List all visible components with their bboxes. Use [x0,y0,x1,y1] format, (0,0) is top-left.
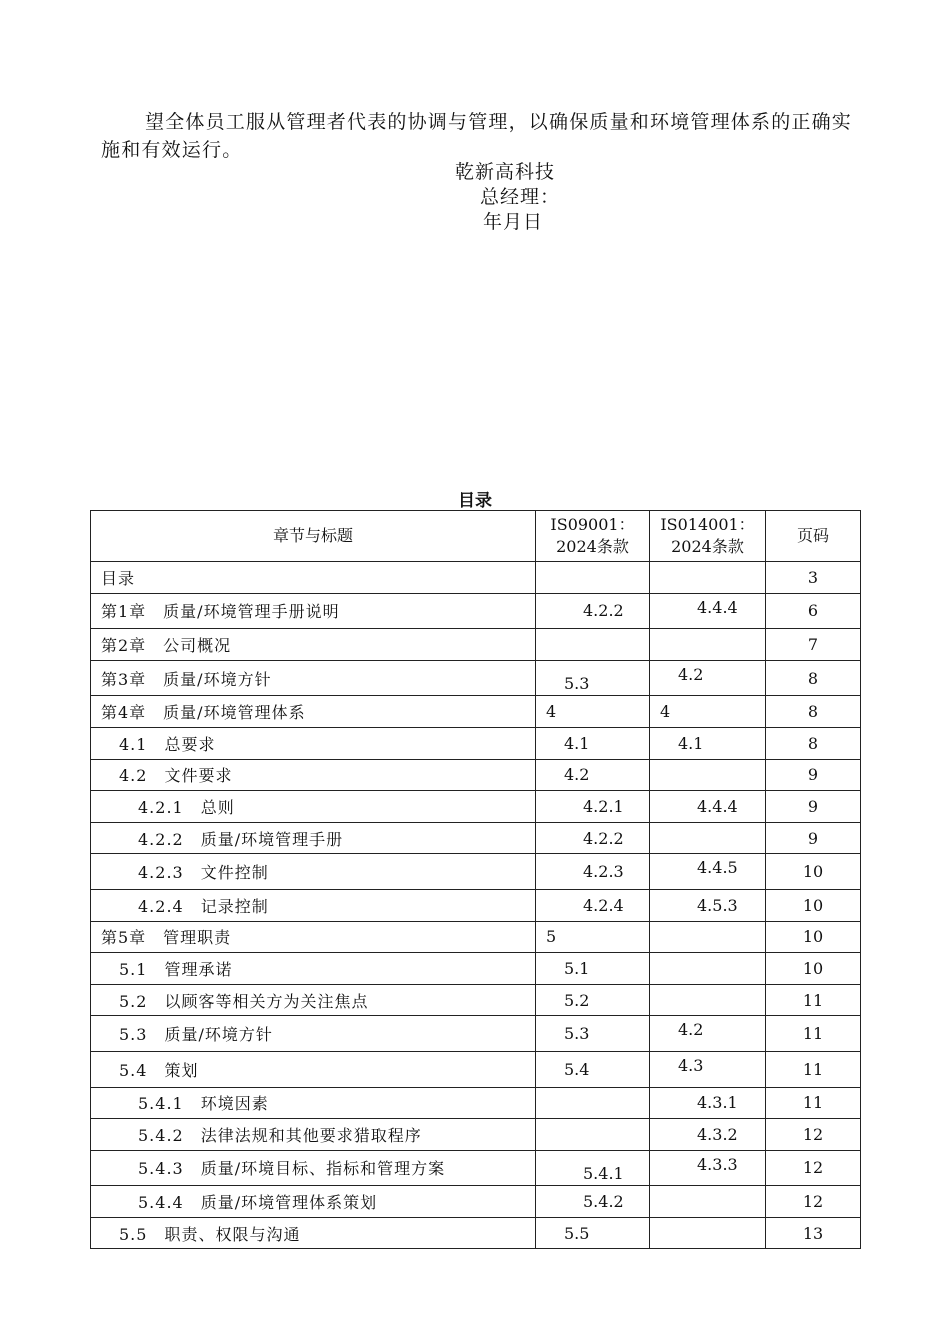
toc-header-row [91,511,861,562]
toc-entry-page: 9 [766,759,861,791]
toc-entry-page: 10 [766,953,861,985]
toc-entry-iso14001 [650,562,766,594]
toc-table [90,510,861,1249]
table-row [91,1051,861,1087]
toc-entry-iso14001 [650,759,766,791]
toc-entry-page: 7 [766,629,861,661]
table-row [91,822,861,854]
table-row [91,1217,861,1249]
toc-entry-title: 5.1 管理承诺 [91,953,536,985]
table-row [91,1016,861,1052]
toc-entry-page: 10 [766,854,861,890]
toc-entry-page: 8 [766,696,861,728]
table-row [91,629,861,661]
table-row [91,953,861,985]
toc-entry-iso9001: 4.2.1 [536,791,650,823]
toc-entry-iso14001: 4.2 [650,660,766,696]
toc-entry-page: 11 [766,1051,861,1087]
intro-paragraph: 望全体员工服从管理者代表的协调与管理，以确保质量和环境管理体系的正确实施和有效运行。 [101,111,853,161]
table-row [91,562,861,594]
header-page: 页码 [766,511,861,562]
table-row [91,1087,861,1119]
toc-entry-title: 4.2.1 总则 [91,791,536,823]
toc-entry-iso9001: 5.3 [536,660,650,696]
toc-entry-iso9001: 5.3 [536,1016,650,1052]
date-label: 年月日 [482,211,543,233]
toc-entry-page: 10 [766,921,861,953]
toc-entry-title: 第1章 质量/环境管理手册说明 [91,593,536,629]
toc-entry-iso9001: 4 [536,696,650,728]
intro-text [101,108,853,164]
toc-entry-iso9001: 5.4 [536,1051,650,1087]
table-row [91,889,861,921]
table-row [91,696,861,728]
toc-entry-iso9001: 4.1 [536,727,650,759]
toc-entry-iso9001 [536,1119,650,1151]
toc-entry-title: 第4章 质量/环境管理体系 [91,696,536,728]
toc-entry-title: 4.2 文件要求 [91,759,536,791]
header-iso14001 [650,511,766,562]
toc-entry-iso9001 [536,629,650,661]
header-iso14001-line1: IS014001： [660,515,755,534]
toc-entry-iso9001: 4.2.2 [536,822,650,854]
toc-entry-iso9001: 5.1 [536,953,650,985]
header-iso9001-line1: IS09001： [550,515,635,534]
toc-entry-title: 4.2.2 质量/环境管理手册 [91,822,536,854]
toc-entry-iso14001 [650,1186,766,1218]
toc-entry-title: 5.4.3 质量/环境目标、指标和管理方案 [91,1150,536,1186]
toc-entry-title: 4.2.4 记录控制 [91,889,536,921]
table-row [91,660,861,696]
toc-entry-page: 12 [766,1186,861,1218]
toc-entry-title: 5.4.4 质量/环境管理体系策划 [91,1186,536,1218]
toc-entry-title: 第5章 管理职责 [91,921,536,953]
header-title: 章节与标题 [91,511,536,562]
toc-title: 目录 [458,491,492,511]
toc-entry-iso14001: 4.1 [650,727,766,759]
table-row [91,921,861,953]
toc-entry-page: 8 [766,727,861,759]
toc-entry-page: 13 [766,1217,861,1249]
toc-entry-iso14001: 4.2 [650,1016,766,1052]
toc-entry-iso9001: 5.4.1 [536,1150,650,1186]
toc-entry-title: 5.4 策划 [91,1051,536,1087]
toc-entry-title: 目录 [91,562,536,594]
toc-entry-iso9001 [536,562,650,594]
toc-entry-iso14001: 4.4.5 [650,854,766,890]
toc-entry-page: 3 [766,562,861,594]
toc-entry-page: 11 [766,1087,861,1119]
toc-entry-iso14001: 4.5.3 [650,889,766,921]
general-manager-label: 总经理： [479,186,560,208]
toc-entry-page: 11 [766,1016,861,1052]
table-row [91,593,861,629]
toc-entry-page: 10 [766,889,861,921]
table-row [91,1186,861,1218]
toc-entry-iso9001: 4.2 [536,759,650,791]
toc-entry-page: 12 [766,1119,861,1151]
toc-entry-page: 11 [766,984,861,1016]
toc-entry-iso14001 [650,953,766,985]
toc-entry-iso9001: 5.4.2 [536,1186,650,1218]
header-iso9001 [536,511,650,562]
toc-entry-page: 9 [766,791,861,823]
table-row [91,727,861,759]
toc-entry-page: 9 [766,822,861,854]
toc-entry-title: 第3章 质量/环境方针 [91,660,536,696]
table-row [91,791,861,823]
toc-entry-iso14001 [650,921,766,953]
toc-entry-iso14001 [650,984,766,1016]
toc-entry-title: 4.1 总要求 [91,727,536,759]
toc-entry-iso9001: 4.2.4 [536,889,650,921]
toc-entry-iso14001: 4.3.1 [650,1087,766,1119]
table-row [91,1150,861,1186]
toc-entry-iso14001 [650,629,766,661]
toc-entry-iso14001: 4.4.4 [650,593,766,629]
toc-entry-iso9001 [536,1087,650,1119]
toc-entry-title: 5.4.1 环境因素 [91,1087,536,1119]
toc-entry-title: 5.2 以顾客等相关方为关注焦点 [91,984,536,1016]
table-row [91,984,861,1016]
toc-entry-title: 5.3 质量/环境方针 [91,1016,536,1052]
table-row [91,1119,861,1151]
toc-entry-iso9001: 5 [536,921,650,953]
toc-entry-iso14001: 4.3.3 [650,1150,766,1186]
company-name: 乾新高科技 [454,161,555,183]
toc-entry-page: 6 [766,593,861,629]
toc-entry-iso9001: 4.2.2 [536,593,650,629]
toc-entry-page: 12 [766,1150,861,1186]
toc-entry-title: 第2章 公司概况 [91,629,536,661]
toc-entry-page: 8 [766,660,861,696]
toc-entry-iso14001: 4.3 [650,1051,766,1087]
signature-block [0,160,950,235]
header-iso14001-line2: 2024条款 [671,537,744,556]
toc-entry-iso9001: 4.2.3 [536,854,650,890]
toc-entry-iso9001: 5.2 [536,984,650,1016]
toc-entry-title: 5.5 职责、权限与沟通 [91,1217,536,1249]
toc-entry-iso14001: 4.4.4 [650,791,766,823]
header-iso9001-line2: 2024条款 [556,537,629,556]
toc-entry-iso14001: 4.3.2 [650,1119,766,1151]
table-row [91,759,861,791]
toc-entry-iso14001 [650,822,766,854]
toc-entry-iso14001 [650,1217,766,1249]
table-row [91,854,861,890]
toc-entry-iso14001: 4 [650,696,766,728]
toc-entry-title: 5.4.2 法律法规和其他要求猎取程序 [91,1119,536,1151]
toc-entry-iso9001: 5.5 [536,1217,650,1249]
toc-entry-title: 4.2.3 文件控制 [91,854,536,890]
